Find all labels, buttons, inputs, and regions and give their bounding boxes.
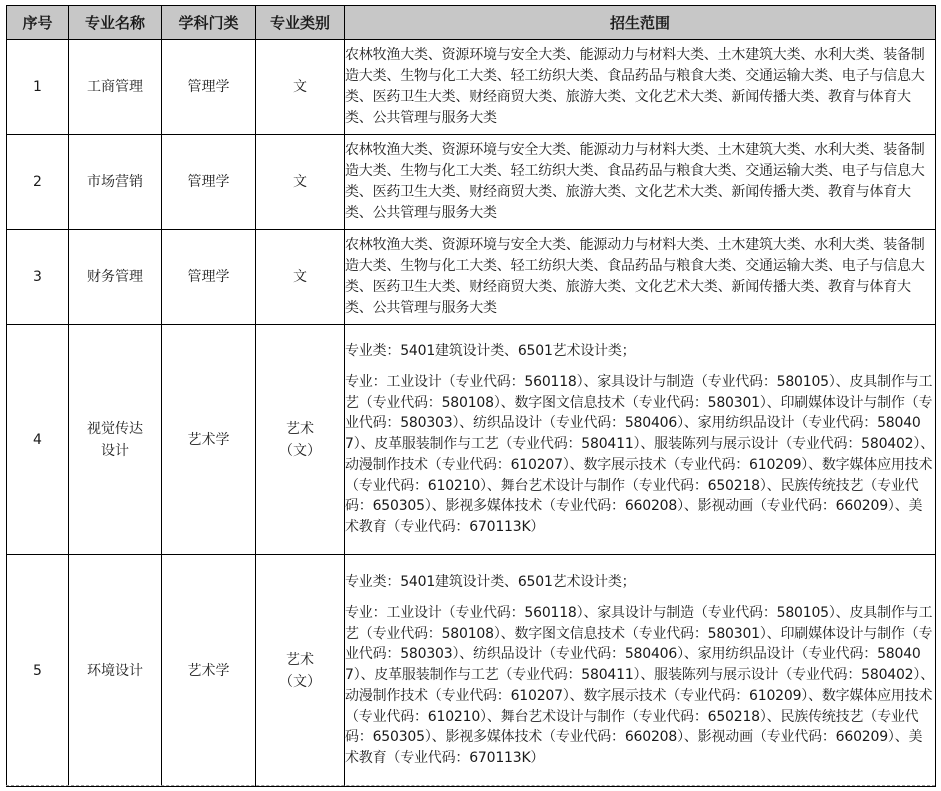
row-enrollment-scope: 农林牧渔大类、资源环境与安全大类、能源动力与材料大类、土木建筑大类、水利大类、装备制造大类、生物与化工大类、轻工纺织大类、食品药品与粮食大类、交通运输大类、电子与信息大类、医药卫生大类、财经商贸大类、旅游大类、文化艺术大类、新闻传播大类、教育与体育大类、公共管理与服务大类 [345, 40, 936, 135]
row-discipline: 管理学 [162, 230, 256, 325]
row-discipline: 管理学 [162, 135, 256, 230]
row-major-name: 工商管理 [69, 40, 162, 135]
major-type-line-2: （文） [279, 442, 321, 459]
row-no: 4 [7, 325, 69, 555]
row-enrollment-scope [345, 555, 936, 787]
header-discipline: 学科门类 [162, 6, 256, 40]
table-row [7, 325, 936, 555]
table-row [7, 230, 936, 325]
major-name-line-2: 设计 [101, 442, 129, 459]
row-major-type: 文 [256, 135, 345, 230]
table-row [7, 555, 936, 787]
major-name-line-1: 视觉传达 [87, 420, 143, 437]
row-enrollment-scope [345, 325, 936, 555]
scope-major-list: 专业：工业设计（专业代码：560118）、家具设计与制造（专业代码：580105）、皮具制作与工艺（专业代码：580108）、数字图文信息技术（专业代码：580301）、印刷媒体设计与制作（专业代码：580303）、纺织品设计（专业代码：580406）、家用纺织品设计（专业代码：580407）、皮革服装制作与工艺（专业代码：580411）、服装陈列与展示设计（专业代码：580402）、动漫制作技术（专业代码：610207）、数字展示技术（专业代码：610209）、数字媒体应用技术（专业代码：610210）、舞台艺术设计与制作（专业代码：650218）、民族传统技艺（专业代码：650305）、影视多媒体技术（专业代码：660208）、影视动画（专业代码：660209）、美术教育（专业代码：670113K） [345, 604, 934, 767]
row-major-type [256, 555, 345, 787]
row-discipline: 艺术学 [162, 555, 256, 787]
row-major-name [69, 325, 162, 555]
row-major-name: 财务管理 [69, 230, 162, 325]
row-enrollment-scope: 农林牧渔大类、资源环境与安全大类、能源动力与材料大类、土木建筑大类、水利大类、装备制造大类、生物与化工大类、轻工纺织大类、食品药品与粮食大类、交通运输大类、电子与信息大类、医药卫生大类、财经商贸大类、旅游大类、文化艺术大类、新闻传播大类、教育与体育大类、公共管理与服务大类 [345, 230, 936, 325]
header-no: 序号 [7, 6, 69, 40]
page-bottom-rule [6, 785, 935, 787]
row-discipline: 艺术学 [162, 325, 256, 555]
scope-major-list: 专业：工业设计（专业代码：560118）、家具设计与制造（专业代码：580105）、皮具制作与工艺（专业代码：580108）、数字图文信息技术（专业代码：580301）、印刷媒体设计与制作（专业代码：580303）、纺织品设计（专业代码：580406）、家用纺织品设计（专业代码：580407）、皮革服装制作与工艺（专业代码：580411）、服装陈列与展示设计（专业代码：580402）、动漫制作技术（专业代码：610207）、数字展示技术（专业代码：610209）、数字媒体应用技术（专业代码：610210）、舞台艺术设计与制作（专业代码：650218）、民族传统技艺（专业代码：650305）、影视多媒体技术（专业代码：660208）、影视动画（专业代码：660209）、美术教育（专业代码：670113K） [345, 373, 934, 536]
row-major-name: 市场营销 [69, 135, 162, 230]
table-row [7, 135, 936, 230]
table-row [7, 40, 936, 135]
major-type-line-2: （文） [279, 673, 321, 690]
enrollment-table [6, 5, 936, 787]
scope-major-classes: 专业类：5401建筑设计类、6501艺术设计类； [345, 573, 636, 590]
major-type-line-1: 艺术 [286, 420, 314, 437]
scope-major-classes: 专业类：5401建筑设计类、6501艺术设计类； [345, 342, 636, 359]
row-major-name: 环境设计 [69, 555, 162, 787]
header-row [7, 6, 936, 40]
row-no: 3 [7, 230, 69, 325]
table-header [7, 6, 936, 40]
row-major-type [256, 325, 345, 555]
row-discipline: 管理学 [162, 40, 256, 135]
major-type-line-1: 艺术 [286, 651, 314, 668]
header-major-name: 专业名称 [69, 6, 162, 40]
row-no: 2 [7, 135, 69, 230]
header-enrollment-scope: 招生范围 [345, 6, 936, 40]
row-enrollment-scope: 农林牧渔大类、资源环境与安全大类、能源动力与材料大类、土木建筑大类、水利大类、装备制造大类、生物与化工大类、轻工纺织大类、食品药品与粮食大类、交通运输大类、电子与信息大类、医药卫生大类、财经商贸大类、旅游大类、文化艺术大类、新闻传播大类、教育与体育大类、公共管理与服务大类 [345, 135, 936, 230]
row-no: 1 [7, 40, 69, 135]
table-body [7, 40, 936, 787]
row-major-type: 文 [256, 230, 345, 325]
row-major-type: 文 [256, 40, 345, 135]
header-major-type: 专业类别 [256, 6, 345, 40]
row-no: 5 [7, 555, 69, 787]
